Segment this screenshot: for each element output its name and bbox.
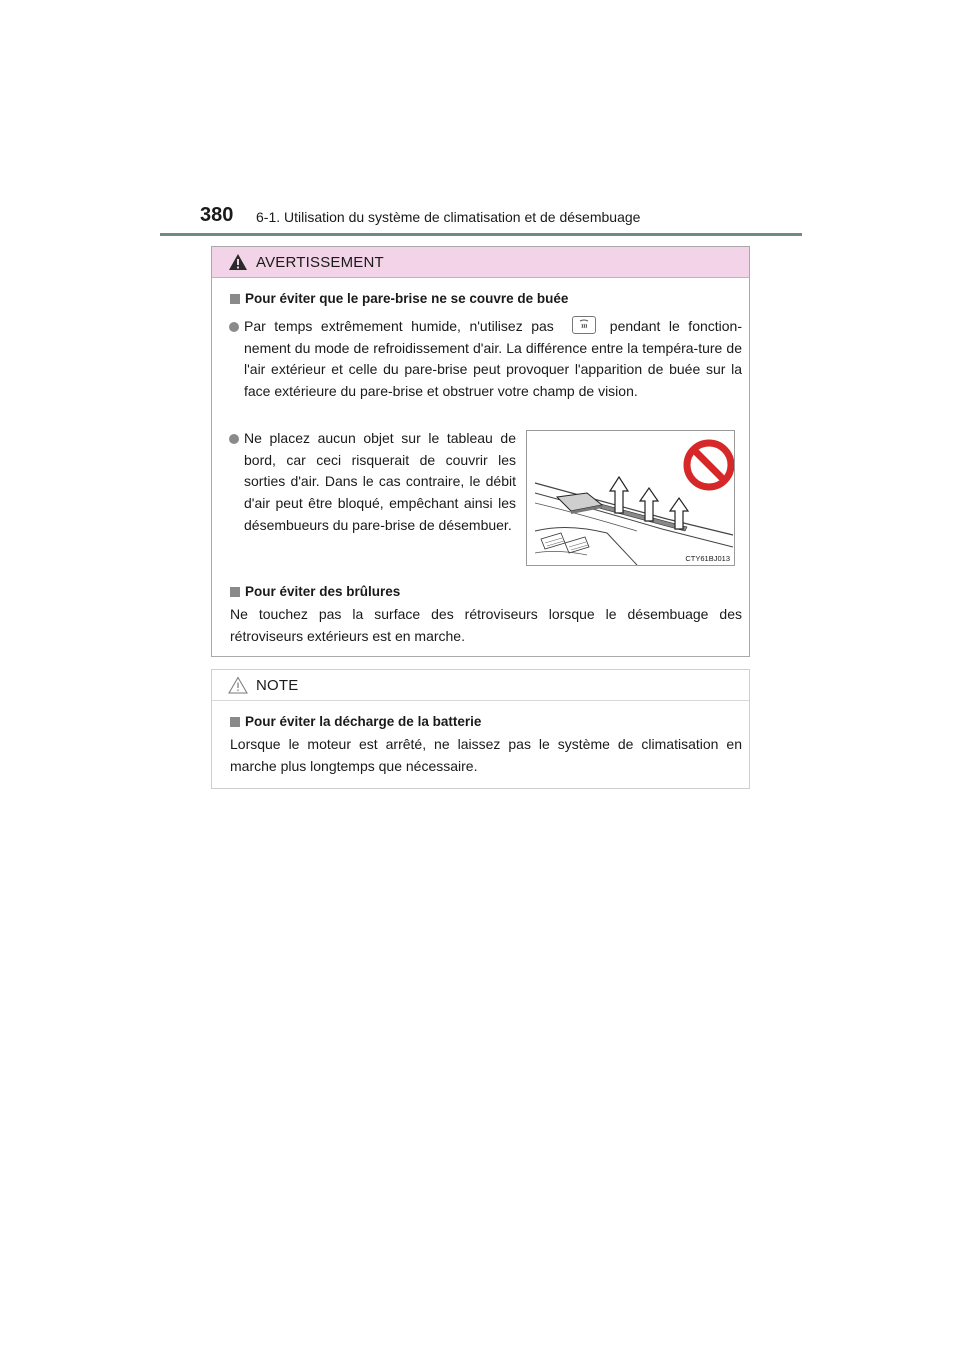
warning-box [211, 246, 750, 657]
header-rule [160, 233, 802, 236]
warning-section-2-title: Pour éviter des brûlures [230, 584, 400, 599]
dashboard-illustration [526, 430, 735, 566]
bullet-icon [229, 322, 239, 332]
square-bullet-icon [230, 294, 240, 304]
note-title: NOTE [256, 677, 299, 694]
prohibition-icon [687, 443, 731, 487]
note-section-1-title: Pour éviter la décharge de la batterie [230, 714, 481, 729]
note-box [211, 669, 750, 789]
note-section-1-text: Lorsque le moteur est arrêté, ne laissez pas le système de climatisation en marche plus longtemps que nécessaire. [230, 736, 742, 774]
dashboard-vents-drawing [527, 431, 734, 565]
warning-bullet-2: Ne placez aucun objet sur le tableau de bord, car ceci risquerait de couvrir les sorties d'air. Dans le cas contraire, le débit d'air peut être bloqué, empêchant ainsi les désembueurs du pare-brise de désembuer. [244, 430, 516, 533]
figure-code: CTY61BJ013 [685, 554, 730, 563]
warning-triangle-icon [228, 253, 248, 271]
caution-triangle-icon [228, 676, 248, 694]
warning-section-1-title: Pour éviter que le pare-brise ne se couvre de buée [230, 291, 568, 306]
warning-section-2-text: Ne touchez pas la surface des rétroviseurs lorsque le désembuage des rétroviseurs extérieurs est en marche. [230, 606, 742, 644]
windshield-defogger-button-icon [572, 316, 596, 334]
note-header [212, 670, 749, 701]
bullet-icon [229, 434, 239, 444]
square-bullet-icon [230, 717, 240, 727]
page-header [160, 204, 802, 234]
warning-header [212, 247, 749, 278]
warning-bullet-1: Par temps extrêmement humide, n'utilisez pas pendant le fonction-nement du mode de refroidissement d'air. La différence entre la tempéra-ture de l'air extérieur et celle du pare-brise peut provoquer l'apparition de buée sur la face extérieure du pare-brise et obstruer votre champ de vision. [244, 318, 742, 400]
square-bullet-icon [230, 587, 240, 597]
page-number: 380 [200, 204, 234, 226]
chapter-title: 6-1. Utilisation du système de climatisation et de désembuage [256, 209, 641, 225]
warning-title: AVERTISSEMENT [256, 254, 384, 271]
